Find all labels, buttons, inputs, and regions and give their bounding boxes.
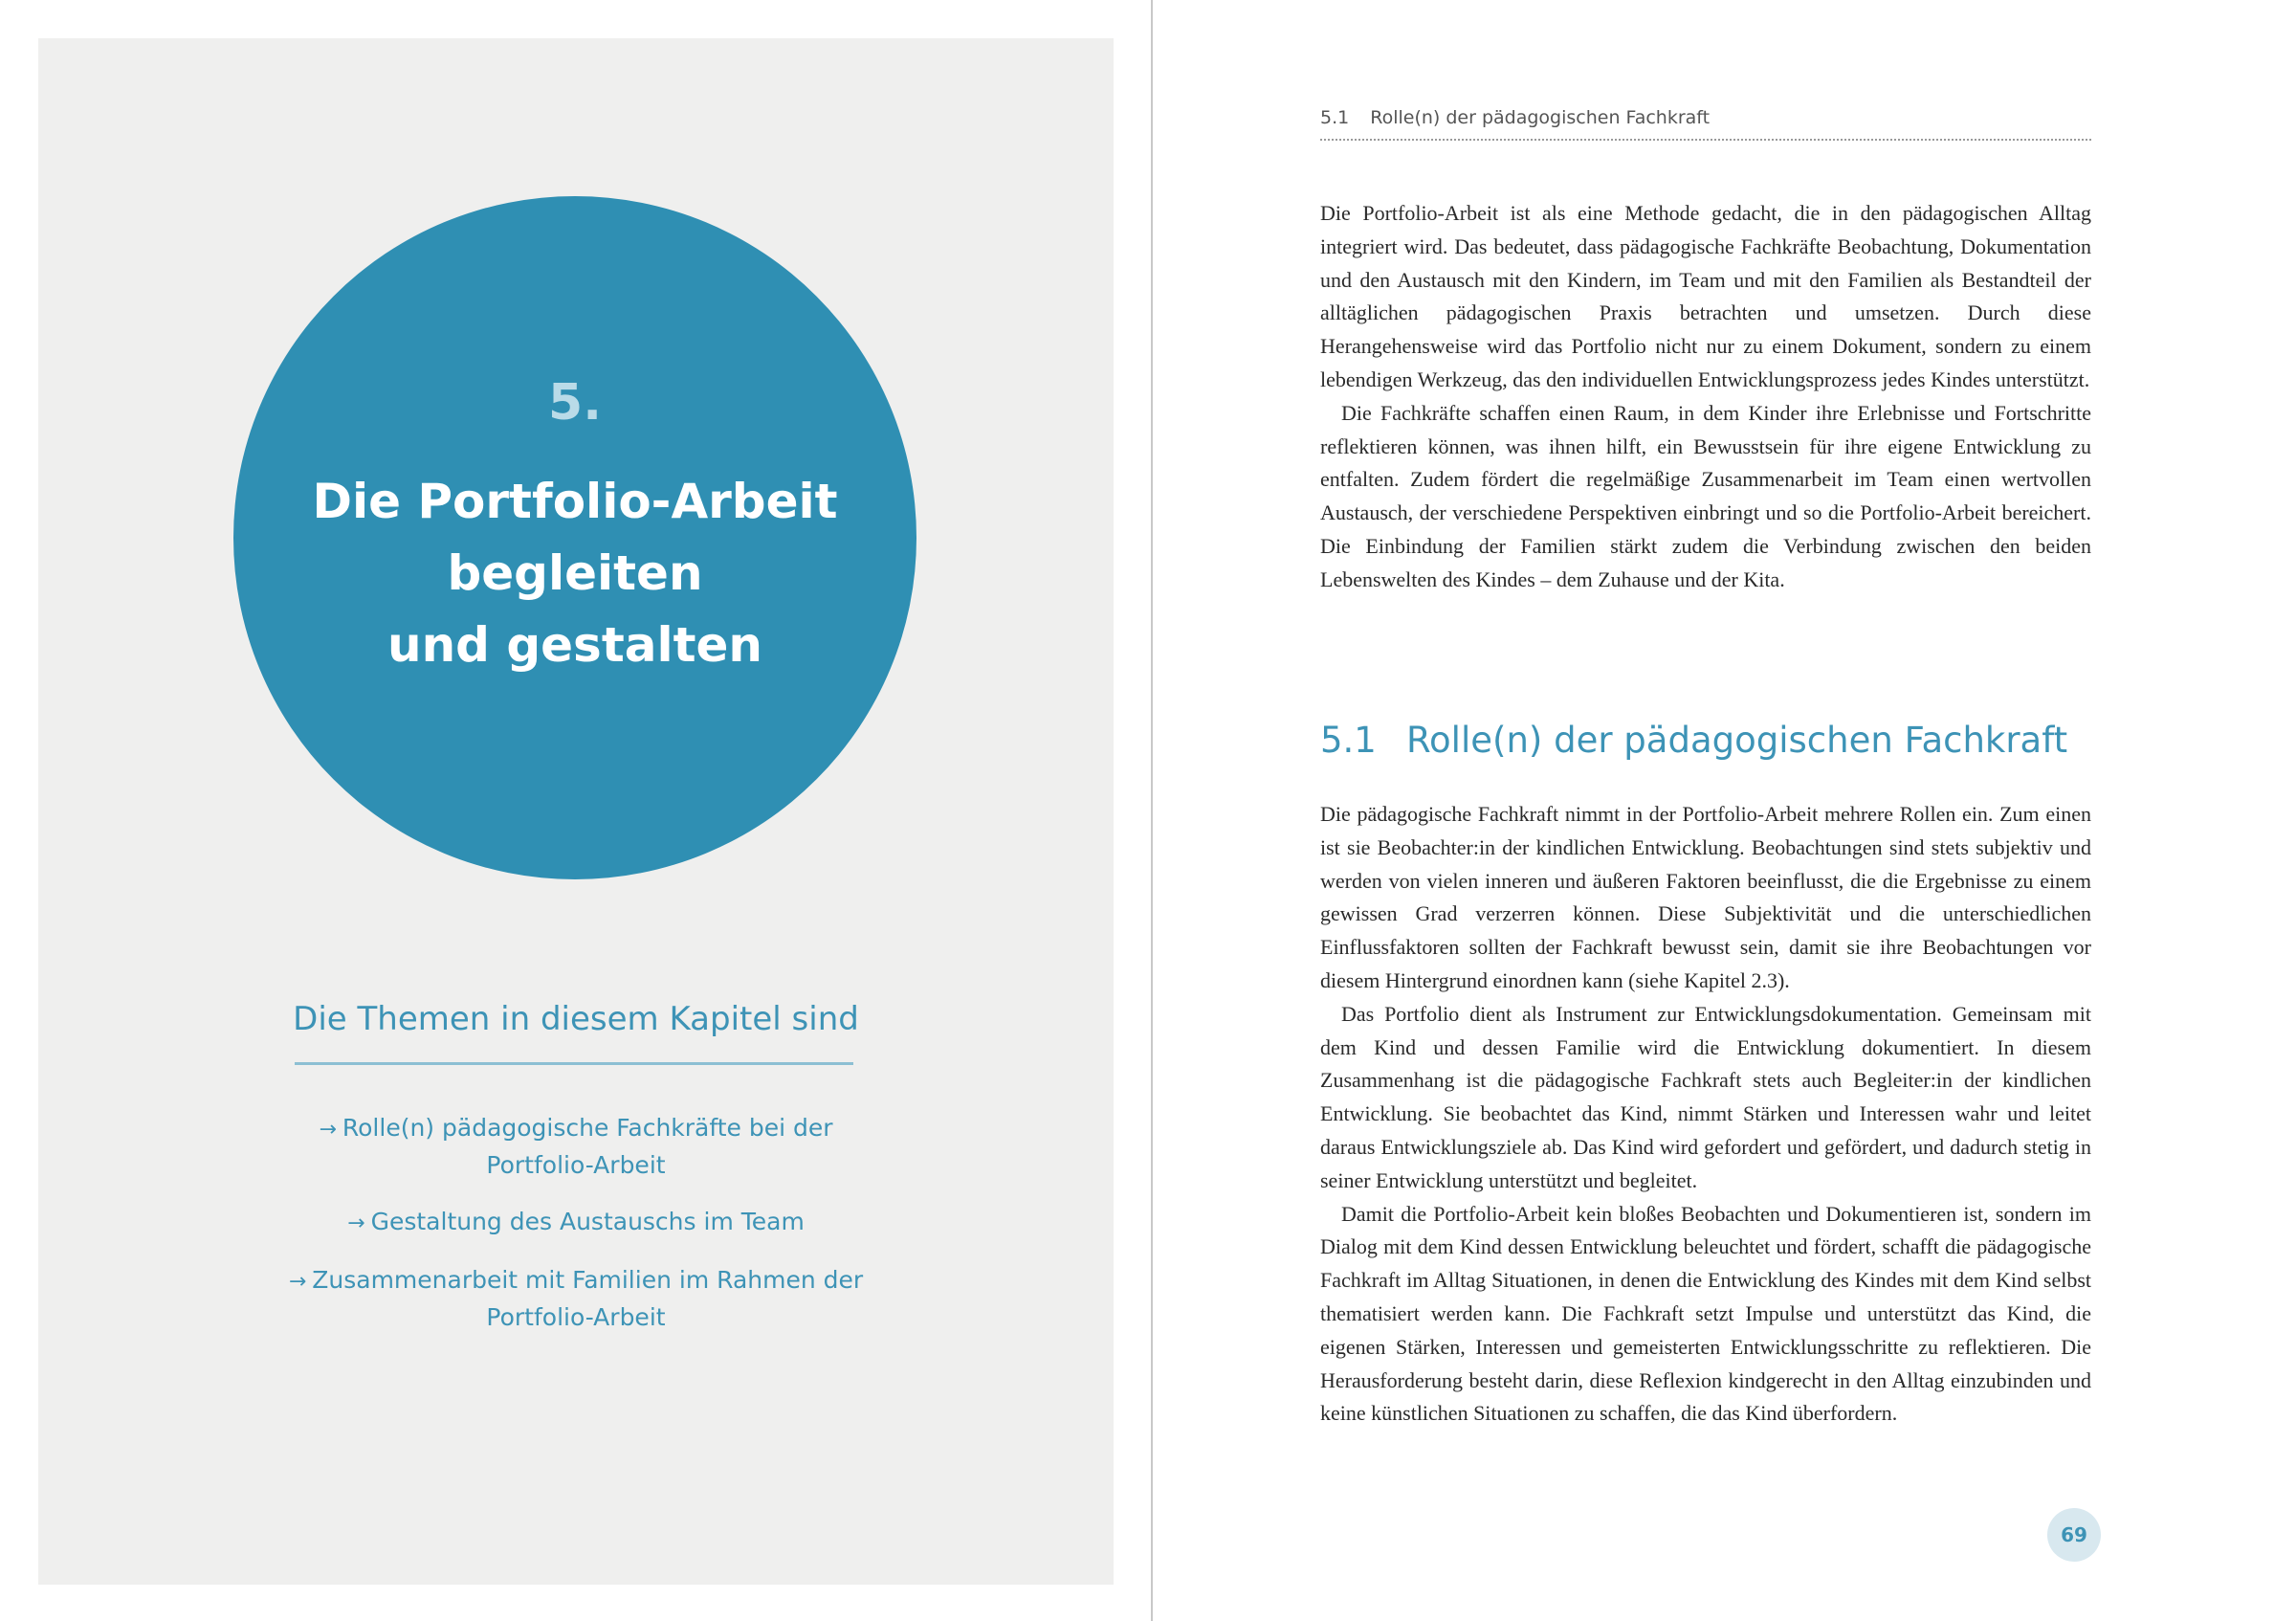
section-title: Rolle(n) der pädagogischen Fachkraft xyxy=(1406,720,2068,761)
topic-text: Rolle(n) pädagogische Fachkräfte bei der Portfolio-Arbeit xyxy=(342,1114,833,1179)
intro-text xyxy=(1320,197,2091,597)
chapter-title-line: Die Portfolio-Arbeit xyxy=(312,474,838,529)
paragraph: Die Fachkräfte schaffen einen Raum, in dem Kinder ihre Erlebnisse und Fortschritte reflektieren können, was ihnen hilft, ein Bewusstsein für ihre eigene Entwicklung zu entfalten. Zudem fördert die regelmäßige Zusammenarbeit im Team einen wertvollen Austausch, der verschiedene Perspektiven einbringt und so die Portfolio-Arbeit bereichert. Die Einbindung der Familien stärkt zudem die Verbindung zwischen den beiden Lebenswelten des Kindes – dem Zuhause und der Kita. xyxy=(1320,400,2091,591)
paragraph: Damit die Portfolio-Arbeit kein bloßes Beobachten und Dokumentieren ist, sondern im Dialog mit dem Kind dessen Entwicklung beleuchtet und fördert, schafft die pädagogische Fachkraft im Alltag Situationen, in denen die Entwicklung des Kindes mit dem Kind selbst thematisiert werden kann. Die Fachkraft setzt Impulse und unterstützt das Kind, die eigenen Stärken, Interessen und gemeisterten Entwicklungsschritte zu reflektieren. Die Herausforderung besteht darin, diese Reflexion kindgerecht in den Alltag einzubinden und keine künstlichen Situationen zu schaffen, die das Kind überfordern. xyxy=(1320,1201,2091,1426)
paragraph: Das Portfolio dient als Instrument zur Entwicklungsdokumentation. Gemeinsam mit dem Kind und dessen Familie wird die Entwicklung dokumentiert. In diesem Zusammenhang ist die pädagogische Fachkraft stets auch Begleiter:in der kindlichen Entwicklung. Sie beobachtet das Kind, nimmt Stärken und Interessen wahr und leitet daraus Entwicklungsziele ab. Das Kind wird gefordert und gefördert, und dadurch stetig in seiner Entwicklung unterstützt und begleitet. xyxy=(1320,1001,2091,1192)
section-heading xyxy=(1320,720,2091,761)
topics-list xyxy=(287,1110,865,1356)
topics-divider xyxy=(295,1062,853,1065)
chapter-number: 5. xyxy=(548,374,602,432)
chapter-circle xyxy=(233,196,916,879)
running-head-rule xyxy=(1320,139,2091,141)
section-number: 5.1 xyxy=(1320,720,1377,761)
arrow-right-icon: → xyxy=(319,1118,337,1142)
chapter-title xyxy=(233,466,916,681)
chapter-title-line: begleiten xyxy=(447,545,703,601)
page-number-badge: 69 xyxy=(2047,1508,2101,1562)
arrow-right-icon: → xyxy=(347,1211,365,1235)
topic-text: Zusammenarbeit mit Familien im Rahmen der Portfolio-Arbeit xyxy=(312,1266,864,1331)
chapter-opener-panel xyxy=(38,38,1114,1585)
arrow-right-icon: → xyxy=(288,1270,307,1294)
topic-item xyxy=(287,1204,865,1241)
topic-item xyxy=(287,1262,865,1335)
chapter-title-line: und gestalten xyxy=(386,617,763,673)
running-head xyxy=(1320,107,2091,128)
running-head-number: 5.1 xyxy=(1320,107,1350,128)
paragraph: Die Portfolio-Arbeit ist als eine Methode gedacht, die in den pädagogischen Alltag integriert wird. Das bedeutet, dass pädagogische Fachkräfte Beobachtung, Dokumentation und den Austausch mit den Kindern, im Team und mit den Familien als Bestandteil der alltäglichen pädagogischen Praxis betrachten und umsetzen. Durch diese Herangehensweise wird das Portfolio nicht nur zu einem Dokument, sondern zu einem lebendigen Werkzeug, das den individuellen Entwicklungsprozess jedes Kindes unterstützt. xyxy=(1320,201,2091,391)
paragraph: Die pädagogische Fachkraft nimmt in der Portfolio-Arbeit mehrere Rollen ein. Zum einen ist sie Beobachter:in der kindlichen Entwicklung. Beobachtungen sind stets subjektiv und werden von vielen inneren und äußeren Faktoren beeinflusst, die die Ergebnisse zu einem gewissen Grad verzerren können. Diese Subjektivität und die unterschiedlichen Einflussfaktoren sollten der Fachkraft bewusst sein, damit sie ihre Beobachtungen vor diesem Hintergrund einordnen kann (siehe Kapitel 2.3). xyxy=(1320,802,2091,992)
topics-heading: Die Themen in diesem Kapitel sind xyxy=(293,1000,859,1038)
right-page xyxy=(1153,0,2296,1621)
topic-item xyxy=(287,1110,865,1183)
running-head-title: Rolle(n) der pädagogischen Fachkraft xyxy=(1370,107,1711,128)
section-text xyxy=(1320,798,2091,1431)
topic-text: Gestaltung des Austauschs im Team xyxy=(370,1208,805,1235)
